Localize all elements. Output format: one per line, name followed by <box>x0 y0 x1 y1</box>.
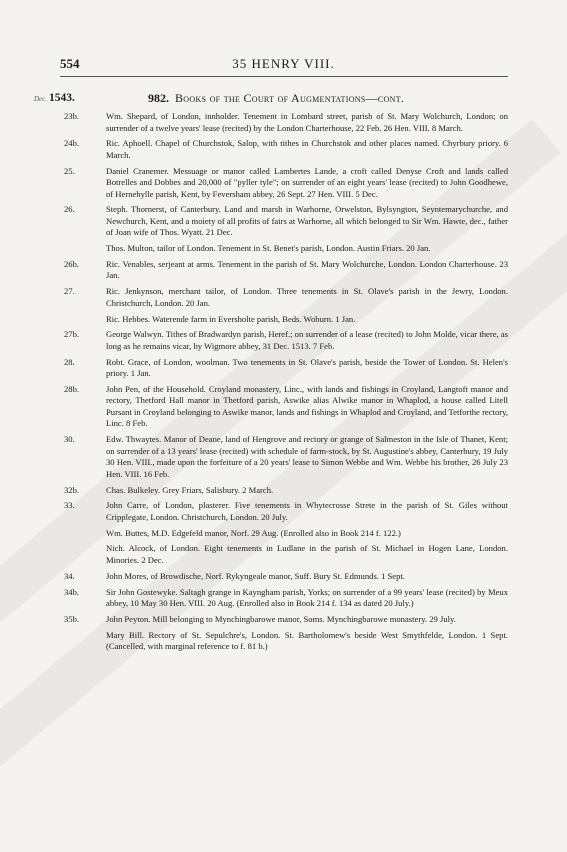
entry-folio: 26. <box>64 204 75 215</box>
entry-folio: 28. <box>64 356 75 367</box>
entry-folio: 23b. <box>64 111 80 121</box>
entry-folio: 27. <box>64 286 75 297</box>
entry-row <box>60 485 508 497</box>
entry-text: Wm. Buttes, M.D. Edgefeld manor, Norf. 29 Aug. (Enrolled also in Book 214 f. 122.) <box>106 527 401 538</box>
entry-row <box>60 630 508 653</box>
entry-row <box>60 543 508 566</box>
header-rule <box>60 76 508 77</box>
entry-row <box>60 500 508 523</box>
entry-text: Robt. Grace, of London, woolman. Two tenements in St. Olave's parish, beside the Tower of London. St. Helen's priory. 1 Jan. <box>106 356 508 379</box>
entry-folio: 34b. <box>64 586 80 597</box>
entry-folio: 27b. <box>64 329 80 340</box>
entry-row <box>60 314 508 326</box>
entry-row <box>60 166 508 201</box>
entry-text: Nich. Alcock, of London. Eight tenements in Ludlane in the parish of St. Michael in Hogen Lane, London. Minories. 2 Dec. <box>106 543 508 565</box>
entry-text: Ric. Aphoell. Chapel of Churchstok, Salop, with tithes in Churchstok and other places named. Chyrbury priory. 6 March. <box>106 138 508 160</box>
page-number: 554 <box>60 56 80 71</box>
entry-text: Ric. Venables, serjeant at arms. Tenement in the parish of St. Mary Wolchurche, London. London Charterhouse. 23 Jan. <box>106 258 508 281</box>
entry-text: Ric. Jenkynson, merchant tailor, of London. Three tenements in St. Olave's parish in the Jewry, London. Christchurch, London. 20 Jan. <box>106 286 508 308</box>
entry-row <box>60 286 508 309</box>
page-header <box>0 56 567 74</box>
entry-folio: 34. <box>64 570 75 581</box>
entry-row <box>60 434 508 480</box>
section-heading <box>148 91 404 106</box>
entry-folio: 28b. <box>64 383 80 394</box>
entry-text: John Peyton. Mill belonging to Mynchingbarowe manor, Soms. Mynchingbarowe monastery. 29 July. <box>106 613 456 624</box>
year-note: Dec. <box>34 95 48 103</box>
entry-text: Chas. Bulkeley. Grey Friars, Salisbury. 2 March. <box>106 484 274 495</box>
entry-folio: 33. <box>64 500 75 511</box>
entry-text: Mary Bill. Rectory of St. Sepulchre's, London. St. Bartholomew's beside West Smythfelde, London. 1 Sept. (Cancelled, with marginal reference to f. 81 b.) <box>106 629 508 652</box>
entry-row <box>60 528 508 540</box>
entry-text: Steph. Thornerst, of Canterbury. Land and marsh in Warhorne, Orwelston, Bylsyngton, Seyntemarychurche, and Newchurch, Kent, and a moiety of all profits of fairs at Warhorne, all which belonged to Sir Wm. Hawte, dec., father of Joan wife of Thos. Wyatt. 21 Dec. <box>106 204 508 238</box>
entry-text: Sir John Gostewyke. Saltagh grange in Kayngham parish, Yorks; on surrender of a 99 years' lease (recited) by Meux abbey, 10 May 30 Hen. VIII. 20 Aug. (Enrolled also in Book 214 f. 134 as dated 20 July.) <box>106 586 508 609</box>
entry-text: George Walwyn. Tithes of Bradwardyn parish, Heref.; on surrender of a lease (recited) to John Molde, vicar there, as long as he remains vicar, by Wigmore abbey, 31 Dec. 1513. 7 Feb. <box>106 329 508 351</box>
entry-row <box>60 614 508 626</box>
entry-text: John Mores, of Browdische, Norf. Rykyngeale manor, Suff. Bury St. Edmunds. 1 Sept. <box>106 570 405 581</box>
section-title: Books of the Court of Augmentations—cont. <box>175 91 405 105</box>
year-label <box>34 92 75 104</box>
entry-text: John Pen, of the Household. Croyland monastery, Linc., with lands and fishings in Croyland, Langtoft manor and rectory, Thetford Hall manor in Thetford parish, Aswike alias Alwike manor in Whaplod, a house called Litell Pursant in Croyland belonging to Aswike manor, lands and fishings in Whaplod and Croyland, and Tetforthe rectory, Linc. 8 Feb. <box>106 383 508 429</box>
entry-text: Wm. Shepard, of London, innholder. Tenement in Lombard street, parish of St. Mary Wolchurch, London; on surrender of a twelve years' lease (recited) by the London Charterhouse, 22 Feb. 26 Hen. VIII. 8 March. <box>106 111 508 133</box>
year-value: 1543. <box>49 92 75 104</box>
entry-row <box>60 587 508 610</box>
entry-row <box>60 329 508 352</box>
entry-text: Thos. Multon, tailor of London. Tenement in St. Benet's parish, London. Austin Friars. 20 Jan. <box>106 243 431 254</box>
entry-folio: 26b. <box>64 258 80 269</box>
entry-folio: 25. <box>64 165 75 176</box>
reign-heading: 35 HENRY VIII. <box>232 56 335 71</box>
entry-folio: 24b. <box>64 138 80 149</box>
entry-row <box>60 571 508 583</box>
entry-row <box>60 204 508 239</box>
entry-list <box>60 111 508 657</box>
entry-row <box>60 384 508 430</box>
entry-text: Edw. Thwaytes. Manor of Deane, land of Hengrove and rectory or grange of Salmeston in the Isle of Thanet, Kent; on surrender of a 13 years' lease (recited) with schedule of farm-stock, by St. Augustine's abbey, Canterbury, 19 July 30 Hen. VIII., made upon the forfeiture of a 20 years' lease to Simon Webbe and Wm. Webbe his brother, 26 July 23 Hen. VIII. 16 Feb. <box>106 434 508 479</box>
entry-folio: 30. <box>64 434 75 445</box>
entry-row <box>60 138 508 161</box>
entry-folio: 35b. <box>64 613 80 624</box>
section-number: 982. <box>148 91 169 105</box>
entry-text: Daniel Cranemer. Messuage or manor called Lambertes Lande, a croft called Denyse Croft and lands called Botrelles and Dobbes and 20,000 of "pyller tyle"; on surrender of an eight years' lease (recited) to John Goodhewe, of Hernehylle parish, Kent, by Feversham abbey, 26 Sept. 27 Hen. VIII. 5 Dec. <box>106 165 508 199</box>
entry-row <box>60 357 508 380</box>
entry-row <box>60 259 508 282</box>
entry-row <box>60 243 508 255</box>
entry-text: Ric. Hebbes. Waterende farm in Eversholte parish, Beds. Woburn. 1 Jan. <box>106 313 356 324</box>
entry-folio: 32b. <box>64 484 80 495</box>
entry-row <box>60 111 508 134</box>
entry-text: John Carre, of London, plasterer. Five tenements in Whytecrosse Strete in the parish of St. Giles without Cripplegate, London. Christchurch, London. 20 July. <box>106 500 508 522</box>
